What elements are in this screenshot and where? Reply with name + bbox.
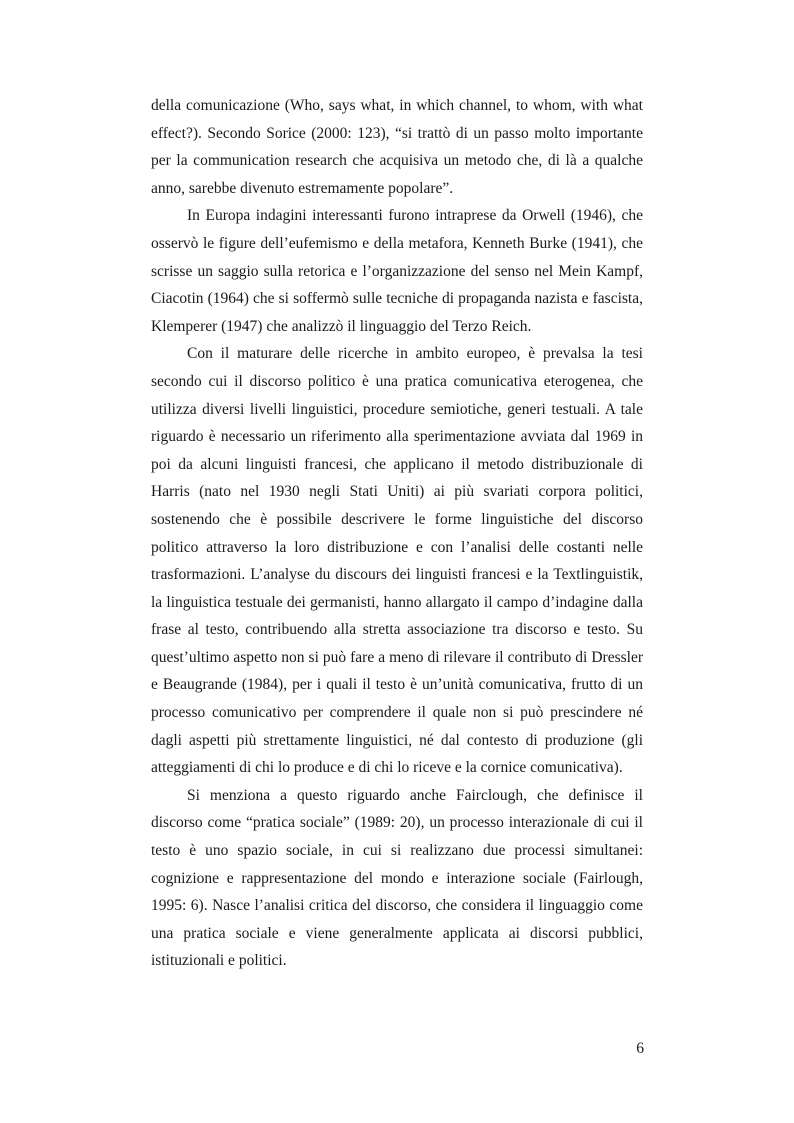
body-text — [151, 92, 643, 975]
paragraph-europe: In Europa indagini interessanti furono intraprese da Orwell (1946), che osservò le figure dell’eufemismo e della metafora, Kenneth Burke (1941), che scrisse un saggio sulla retorica e l’organizzazione del senso nel Mein Kampf, Ciacotin (1964) che si soffermò sulle tecniche di propaganda nazista e fascista, Klemperer (1947) che analizzò il linguaggio del Terzo Reich. — [151, 207, 643, 335]
paragraph-european-research: Con il maturare delle ricerche in ambito europeo, è prevalsa la tesi secondo cui il discorso politico è una pratica comunicativa eterogenea, che utilizza diversi livelli linguistici, procedure semiotiche, generi testuali. A tale riguardo è necessario un riferimento alla sperimentazione avviata dal 1969 in poi da alcuni linguisti francesi, che applicano il metodo distribuzionale di Harris (nato nel 1930 negli Stati Uniti) ai più svariati corpora politici, sostenendo che è possibile descrivere le forme linguistiche del discorso politico attraverso la loro distribuzione e con l’analisi delle costanti nelle trasformazioni. L’analyse du discours dei linguisti francesi e la Textlinguistik, la linguistica testuale dei germanisti, hanno allargato il campo d’indagine dalla frase al testo, contribuendo alla stretta associazione tra discorso e testo. Su quest’ultimo aspetto non si può fare a meno di rilevare il contributo di Dressler e Beaugrande (1984), per i quali il testo è un’unità comunicativa, frutto di un processo comunicativo per comprendere il quale non si può prescindere né dagli aspetti più strettamente linguistici, né dal contesto di produzione (gli atteggiamenti di chi lo produce e di chi lo riceve e la cornice comunicativa). — [151, 345, 643, 777]
page-number: 6 — [636, 1040, 644, 1057]
paragraph-fairclough: Si menziona a questo riguardo anche Fairclough, che definisce il discorso come “pratica sociale” (1989: 20), un processo interazionale di cui il testo è uno spazio sociale, in cui si realizzano due processi simultanei: cognizione e rappresentazione del mondo e interazione sociale (Fairlough, 1995: 6). Nasce l’analisi critica del discorso, che considera il linguaggio come una pratica sociale e viene generalmente applicata ai discorsi pubblici, istituzionali e politici. — [151, 786, 643, 970]
paragraph-continuation: della comunicazione (Who, says what, in which channel, to whom, with what effect?). Secondo Sorice (2000: 123), “si trattò di un passo molto importante per la communication research che acquisiva un metodo che, di là a qualche anno, sarebbe divenuto estremamente popolare”. — [151, 97, 643, 197]
